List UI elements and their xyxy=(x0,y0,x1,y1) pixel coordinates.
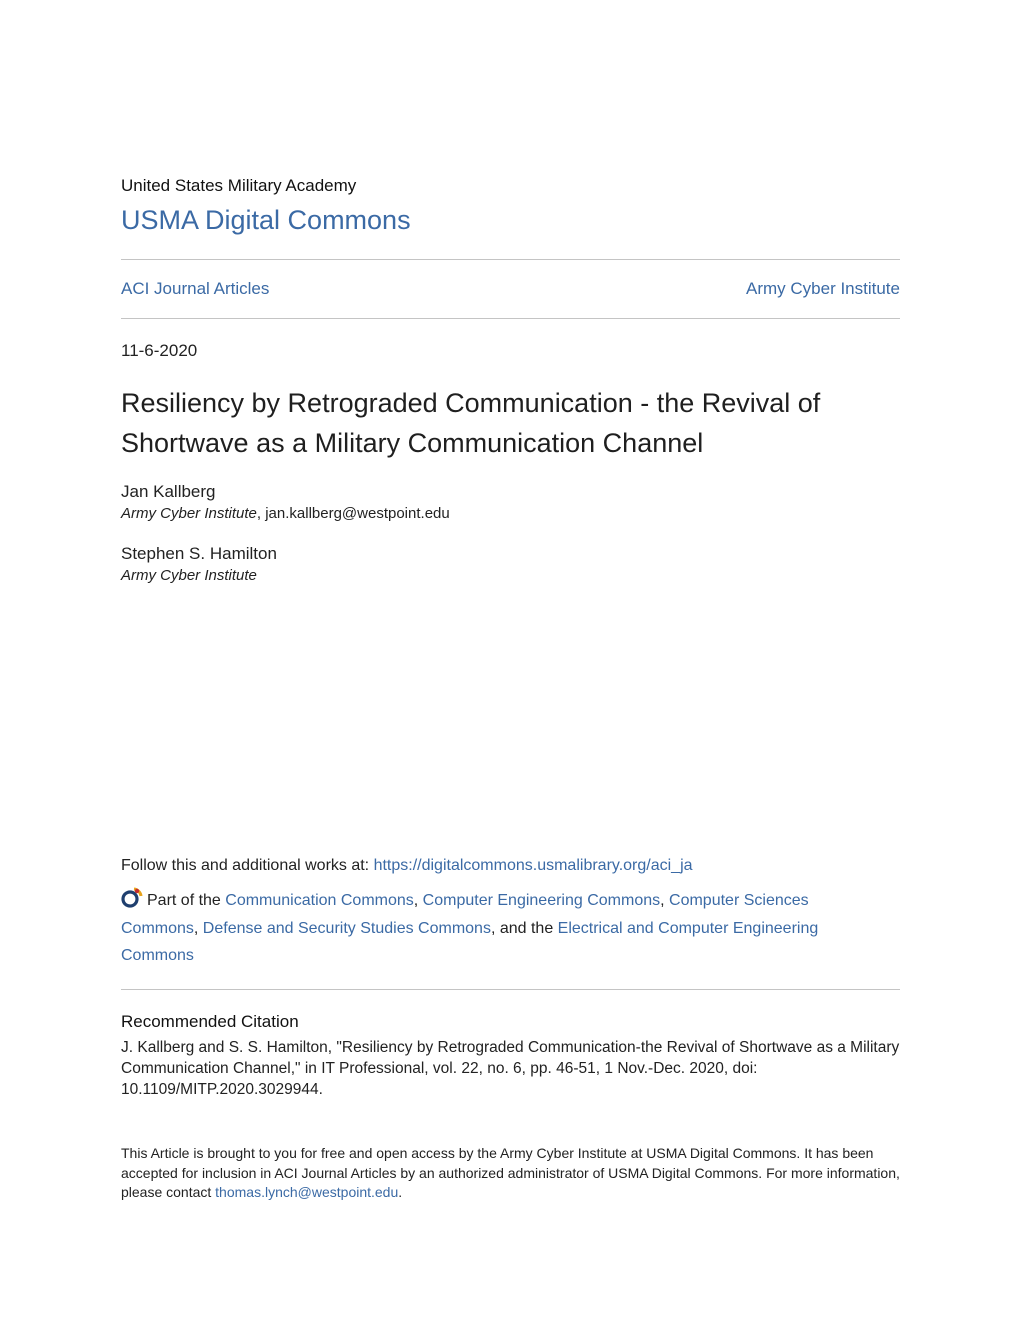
notice-end: . xyxy=(398,1184,403,1200)
separator: , xyxy=(660,892,670,909)
separator: , xyxy=(413,892,423,909)
separator: , xyxy=(193,919,203,937)
follow-url-link[interactable]: https://digitalcommons.usmalibrary.org/aci_ja xyxy=(373,857,693,874)
author-email: , jan.kallberg@westpoint.edu xyxy=(256,505,450,522)
repository-link[interactable]: USMA Digital Commons xyxy=(121,205,411,235)
follow-line xyxy=(121,857,693,875)
divider xyxy=(121,259,900,260)
institution-name: United States Military Academy xyxy=(121,176,357,195)
part-of-prefix: Part of the xyxy=(147,892,226,909)
affiliation-text: Army Cyber Institute xyxy=(121,505,257,522)
part-of-commons xyxy=(121,887,861,970)
citation-text: J. Kallberg and S. S. Hamilton, "Resiliency by Retrograded Communication-the Revival of Shortwave as a Military Communication Channel," in IT Professional, vol. 22, no. 6, pp. 46-51, 1 Nov.-Dec. 2020, doi: 10.1109/MITP.2020.3029944. xyxy=(121,1039,900,1098)
affiliation-text: Army Cyber Institute xyxy=(121,567,257,584)
notice-text: This Article is brought to you for free and open access by the Army Cyber Institute at USMA Digital Commons. It has been accepted for inclusion in ACI Journal Articles by an authorized administrator of USMA Digital Commons. For more information, please contact xyxy=(121,1145,900,1200)
author-affiliation xyxy=(121,505,450,522)
commons-link[interactable]: Defense and Security Studies Commons xyxy=(202,919,491,937)
contact-email-link[interactable]: thomas.lynch@westpoint.edu xyxy=(215,1184,399,1200)
article-title: Resiliency by Retrograded Communication - the Revival of Shortwave as a Military Communication Channel xyxy=(121,388,821,458)
separator: , and the xyxy=(490,919,558,937)
author-affiliation xyxy=(121,567,257,584)
department-link[interactable]: Army Cyber Institute xyxy=(746,279,900,298)
commons-link[interactable]: Electrical and Computer Engineering Commons xyxy=(121,919,819,964)
commons-link[interactable]: Computer Engineering Commons xyxy=(422,892,661,909)
publication-date: 11-6-2020 xyxy=(121,341,198,360)
bepress-icon xyxy=(121,887,143,909)
divider xyxy=(121,989,900,990)
author-name: Jan Kallberg xyxy=(121,482,216,501)
author-name: Stephen S. Hamilton xyxy=(121,544,277,563)
divider xyxy=(121,318,900,319)
commons-link[interactable]: Communication Commons xyxy=(225,892,414,909)
commons-link[interactable]: Computer Sciences Commons xyxy=(121,892,809,937)
access-notice xyxy=(121,1144,900,1203)
citation-heading: Recommended Citation xyxy=(121,1012,299,1031)
collection-link[interactable]: ACI Journal Articles xyxy=(121,279,270,298)
follow-label: Follow this and additional works at: xyxy=(121,857,374,874)
